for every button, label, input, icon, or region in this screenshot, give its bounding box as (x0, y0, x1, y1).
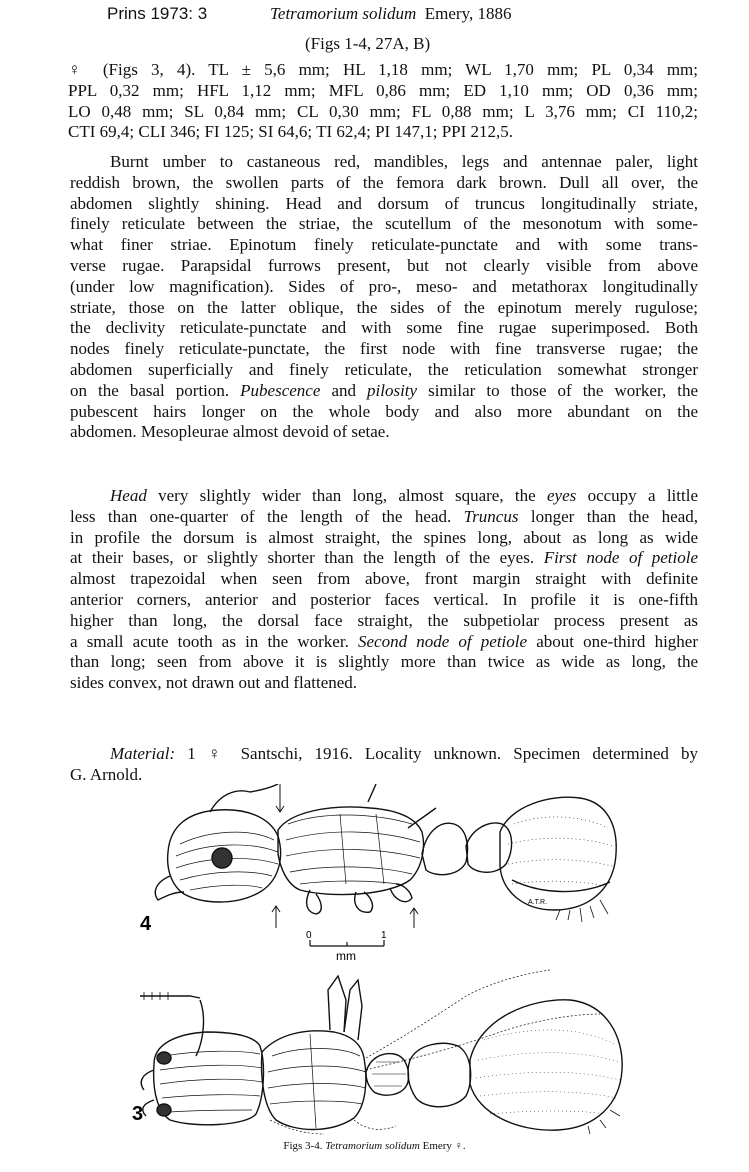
head-line: almost trapezoidal when seen from above, front margin straight with definite (70, 569, 698, 589)
description-text: on the basal portion. (70, 380, 230, 400)
description-line: nodes finely reticulate-punctate, the first node with fine transverse rugae; the (70, 339, 698, 359)
figure-4-lateral-view (140, 784, 620, 936)
description-line-mixed (30, 381, 698, 402)
head-line: anterior corners, anterior and posterior faces vertical. In profile it is one-fifth (70, 589, 698, 609)
term-material: Material: (110, 744, 176, 763)
term-pubescence: Pubescence (240, 380, 321, 400)
head-line: than long; seen from above it is slightly more than twice as wide as long, the (70, 652, 698, 672)
description-line: pubescent hairs longer on the whole body and also more abundant on the (70, 401, 698, 421)
material-text: 1 ♀ Santschi, 1916. Locality unknown. Specimen determined by (175, 744, 698, 763)
description-line: finely reticulate between the striae, the scutellum of the mesonotum with some- (70, 214, 698, 234)
species-name: Tetramorium solidum (270, 4, 417, 23)
head-text: about one-third higher (527, 631, 699, 651)
caption-species: Tetramorium solidum (325, 1140, 420, 1152)
description-line: Burnt umber to castaneous red, mandibles, legs and antennae paler, light (110, 152, 698, 171)
description-line: abdomen superficially and finely reticulate, the reticulation somewhat stronger (70, 359, 698, 379)
term-eyes: eyes (547, 486, 577, 505)
scale-unit-label: mm (336, 949, 356, 963)
term-head: Head (110, 486, 147, 505)
description-line: (under low magnification). Sides of pro-, meso- and metathorax longitudinally (70, 276, 698, 296)
description-line: verse rugae. Parapsidal furrows present, but not clearly visible from above (70, 255, 698, 275)
head-text: very slightly wider than long, almost square, the (146, 486, 547, 505)
material-paragraph (30, 744, 698, 786)
page-reference: Prins 1973: 3 (107, 4, 208, 23)
description-line: reddish brown, the swollen parts of the femora dark brown. Dull all over, the (70, 172, 698, 192)
measurement-line: PPL 0,32 mm; HFL 1,12 mm; MFL 0,86 mm; ED 1,10 mm; OD 0,36 mm; (68, 80, 698, 100)
description-text: similar to those of the worker, the (428, 380, 699, 400)
head-text: at their bases, or slightly shorter than the length of the eyes. (70, 548, 544, 568)
term-first-node: First node of petiole (543, 548, 699, 568)
species-heading (270, 4, 511, 24)
description-text: and (331, 380, 356, 400)
head-line: in profile the dorsum is almost straight, the spines long, about as long as wide (70, 527, 698, 547)
head-text: a small acute tooth as in the worker. (70, 631, 358, 651)
description-line: abdomen slightly shining. Head and dorsum of truncus longitudinally striate, (70, 193, 698, 213)
head-line (30, 507, 698, 528)
description-paragraph (30, 152, 698, 443)
measurement-line: CTI 69,4; CLI 346; FI 125; SI 64,6; TI 62,4; PI 147,1; PPI 212,5. (68, 122, 514, 142)
figure-4-number: 4 (140, 913, 152, 935)
illustrator-initials: A.T.R. (528, 899, 548, 906)
scale-zero-label: 0 (306, 930, 312, 941)
head-text: longer than the head, (518, 506, 698, 526)
head-line: sides convex, not drawn out and flattened. (70, 673, 358, 693)
species-author-year: Emery, 1886 (424, 4, 512, 23)
scale-one-label: 1 (381, 930, 387, 941)
head-line (30, 548, 698, 569)
head-line (30, 486, 698, 507)
head-text: less than one-quarter of the length of the head. (70, 506, 464, 526)
description-line: striate, those on the latter oblique, the sides of the epinotum merely rugulose; (70, 297, 698, 317)
term-truncus: Truncus (463, 506, 519, 526)
measurement-line: ♀ (Figs 3, 4). TL ± 5,6 mm; HL 1,18 mm; WL 1,70 mm; PL 0,34 mm; (68, 60, 698, 79)
description-line: abdomen. Mesopleurae almost devoid of setae. (70, 422, 390, 442)
measurements-paragraph (30, 60, 698, 143)
head-line (30, 632, 698, 653)
measurement-line: LO 0,48 mm; SL 0,84 mm; CL 0,30 mm; FL 0,88 mm; L 3,76 mm; CI 110,2; (68, 101, 698, 121)
head-line: higher than long, the dorsal face straight, the subpetiolar process present as (70, 610, 698, 630)
figure-3-dorsal-view (130, 960, 630, 1136)
material-line (30, 744, 698, 765)
description-line: the declivity reticulate-punctate and with some fine rugae superimposed. Both (70, 318, 698, 338)
figure-3-number: 3 (132, 1103, 144, 1125)
material-line: G. Arnold. (70, 764, 143, 784)
figure-reference: (Figs 1-4, 27A, B) (305, 34, 431, 53)
term-pilosity: pilosity (367, 380, 418, 400)
caption-prefix: Figs 3-4. (283, 1140, 323, 1152)
caption-suffix: Emery ♀. (422, 1140, 466, 1152)
figure-caption (0, 1140, 749, 1152)
head-paragraph (30, 486, 698, 694)
term-second-node: Second node of petiole (357, 631, 528, 651)
description-line: what finer striae. Epinotum finely reticulate-punctate and with some trans- (70, 235, 698, 255)
head-text: occupy a little (576, 486, 698, 505)
